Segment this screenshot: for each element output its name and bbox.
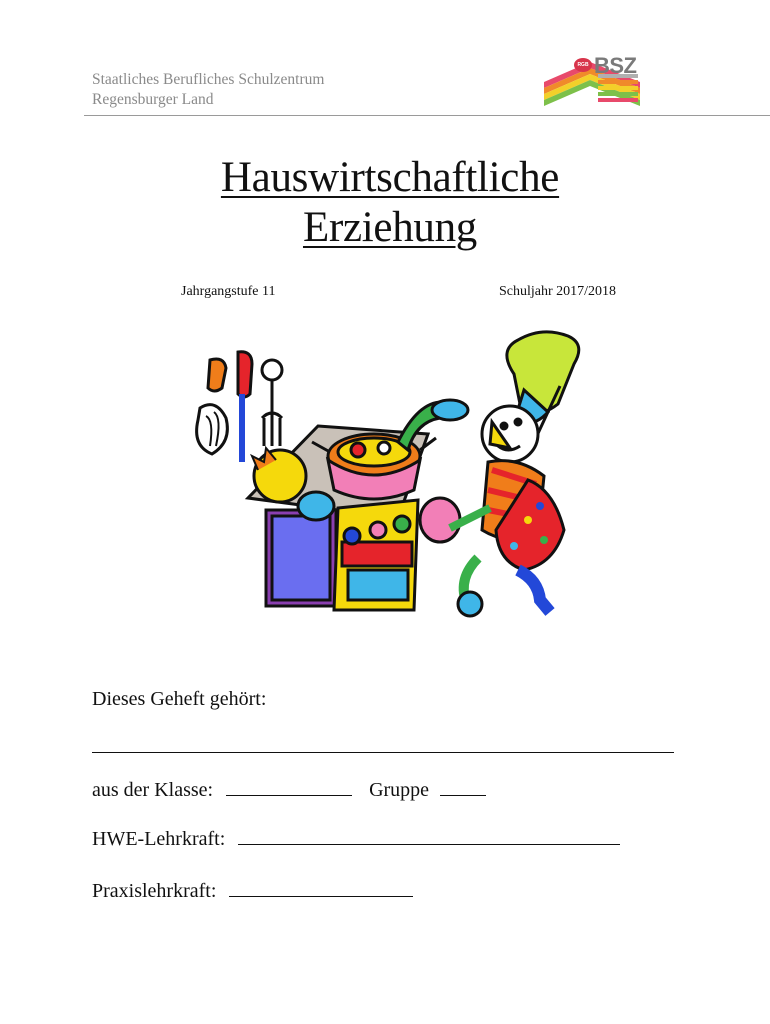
- school-name-line2: Regensburger Land: [92, 91, 214, 108]
- owner-label: Dieses Geheft gehört:: [92, 688, 267, 710]
- hwe-teacher-row: [92, 826, 620, 851]
- practice-teacher-row: [92, 878, 413, 903]
- group-label: Gruppe: [369, 779, 430, 801]
- logo-bubble: RGB: [574, 58, 592, 72]
- school-year: Schuljahr 2017/2018: [499, 284, 617, 299]
- school-name: [92, 70, 324, 110]
- owner-line: [92, 734, 674, 759]
- owner-blank[interactable]: [92, 734, 674, 753]
- group-blank[interactable]: [440, 777, 486, 796]
- hwe-teacher-blank[interactable]: [238, 826, 620, 845]
- title-line1: Hauswirtschaftliche: [220, 154, 560, 201]
- school-name-line1: Staatliches Berufliches Schulzentrum: [92, 71, 325, 88]
- title-line2: Erziehung: [302, 204, 477, 251]
- logo-text: BSZ: [594, 53, 637, 78]
- hwe-teacher-label: HWE-Lehrkraft:: [92, 828, 226, 850]
- practice-teacher-label: Praxislehrkraft:: [92, 880, 217, 902]
- class-label: aus der Klasse:: [92, 779, 214, 801]
- class-row: [92, 777, 486, 802]
- practice-teacher-blank[interactable]: [229, 878, 413, 897]
- class-blank[interactable]: [226, 777, 352, 796]
- cooking-chef-icon: [188, 330, 608, 640]
- grade-level: Jahrgangstufe 11: [181, 284, 276, 299]
- header-divider: [84, 115, 770, 116]
